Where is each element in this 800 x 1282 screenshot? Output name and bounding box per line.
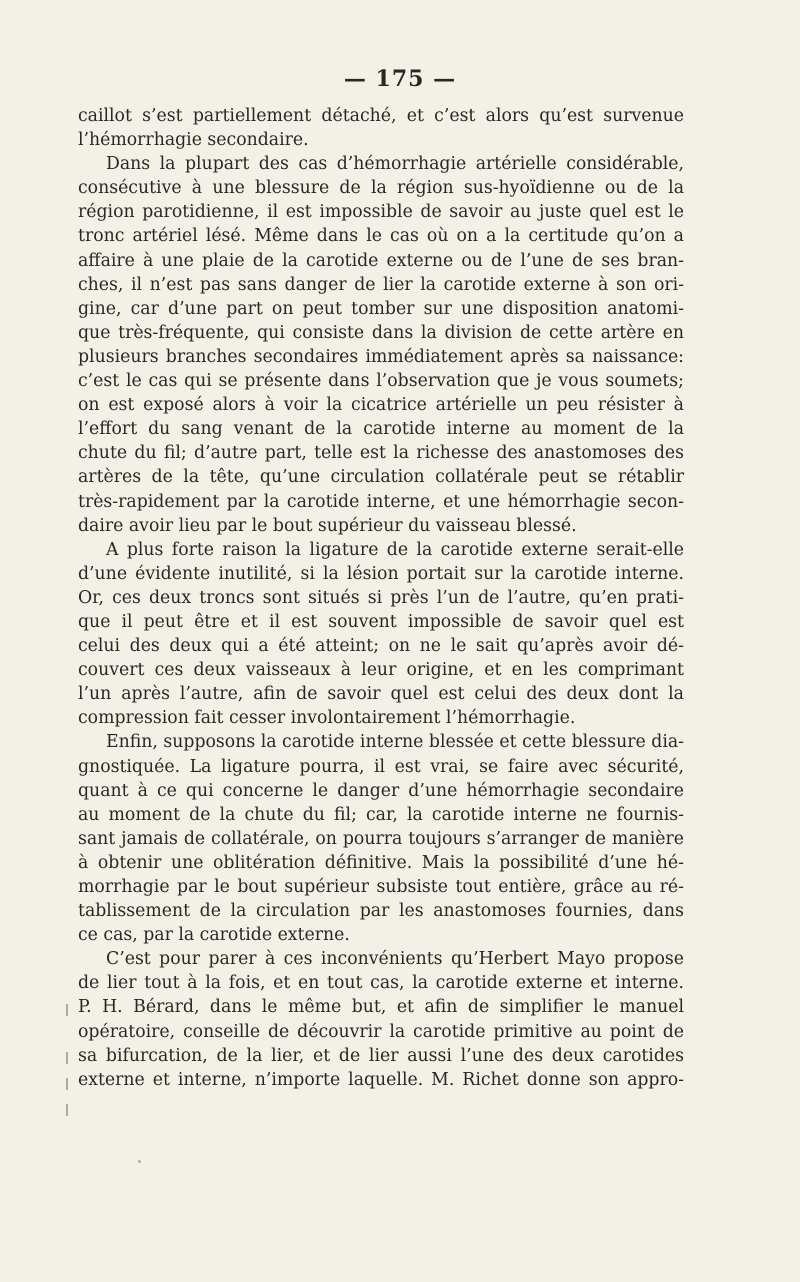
- text-line: tablissement de la circulation par les anastomoses fournies, dans: [78, 901, 684, 922]
- margin-mark: [66, 1104, 68, 1116]
- text-line: d’une évidente inutilité, si la lésion portait sur la carotide interne.: [78, 563, 684, 584]
- text-line: chute du fil; d’autre part, telle est la richesse des anastomoses des: [78, 443, 684, 464]
- text-line: sant jamais de collatérale, on pourra toujours s’arranger de manière: [78, 828, 684, 849]
- text-line: opératoire, conseille de découvrir la carotide primitive au point de: [78, 1021, 684, 1042]
- text-line: très-rapidement par la carotide interne, et une hémorrhagie secon-: [78, 491, 684, 512]
- text-line: gine, car d’une part on peut tomber sur une disposition anatomi-: [78, 298, 684, 319]
- text-line: Enfin, supposons la carotide interne blessée et cette blessure dia-: [106, 732, 684, 753]
- margin-mark: [66, 1078, 68, 1090]
- text-line: on est exposé alors à voir la cicatrice artérielle un peu résister à: [78, 395, 684, 416]
- text-line: gnostiquée. La ligature pourra, il est vrai, se faire avec sécurité,: [78, 756, 684, 777]
- text-line: au moment de la chute du fil; car, la carotide interne ne fournis-: [78, 804, 684, 825]
- text-line: artères de la tête, qu’une circulation collatérale peut se rétablir: [78, 467, 684, 488]
- margin-mark: [66, 1004, 68, 1016]
- text-line: c’est le cas qui se présente dans l’observation que je vous soumets;: [78, 371, 684, 392]
- text-line: daire avoir lieu par le bout supérieur du vaisseau blessé.: [78, 515, 577, 536]
- text-line: consécutive à une blessure de la région sus-hyoïdienne ou de la: [78, 178, 684, 199]
- text-line: ce cas, par la carotide externe.: [78, 925, 350, 946]
- text-line: morrhagie par le bout supérieur subsiste tout entière, grâce au ré-: [78, 877, 684, 897]
- text-line: tronc artériel lésé. Même dans le cas où on a la certitude qu’on a: [78, 226, 684, 247]
- text-line: affaire à une plaie de la carotide externe ou de l’une de ses bran-: [78, 250, 684, 271]
- text-line: Dans la plupart des cas d’hémorrhagie artérielle considérable,: [106, 154, 684, 175]
- text-line: couvert ces deux vaisseaux à leur origine, et en les comprimant: [78, 660, 684, 681]
- text-line: que il peut être et il est souvent impossible de savoir quel est: [78, 611, 684, 632]
- text-line: l’hémorrhagie secondaire.: [78, 130, 309, 151]
- text-line: celui des deux qui a été atteint; on ne le sait qu’après avoir dé-: [78, 636, 684, 657]
- text-line: P. H. Bérard, dans le même but, et afin de simplifier le manuel: [78, 997, 684, 1018]
- text-line: que très-fréquente, qui consiste dans la division de cette artère en: [78, 322, 684, 343]
- text-line: Or, ces deux troncs sont situés si près l’un de l’autre, qu’en prati-: [78, 587, 684, 608]
- text-line: compression fait cesser involontairement l’hémorrhagie.: [78, 708, 576, 729]
- text-line: l’effort du sang venant de la carotide interne au moment de la: [78, 419, 684, 440]
- body-text: [78, 104, 684, 1092]
- margin-mark: [66, 1052, 68, 1064]
- text-line: de lier tout à la fois, et en tout cas, la carotide externe et interne.: [78, 973, 684, 994]
- text-line: l’un après l’autre, afin de savoir quel est celui des deux dont la: [78, 684, 684, 705]
- text-line: à obtenir une oblitération définitive. Mais la possibilité d’une hé-: [78, 852, 684, 873]
- page-number: — 175 —: [343, 66, 457, 92]
- text-line: ches, il n’est pas sans danger de lier la carotide externe à son ori-: [78, 274, 684, 295]
- text-line: C’est pour parer à ces inconvénients qu’Herbert Mayo propose: [106, 949, 684, 970]
- text-line: plusieurs branches secondaires immédiatement après sa naissance:: [78, 346, 684, 367]
- text-line: région parotidienne, il est impossible de savoir au juste quel est le: [78, 202, 684, 223]
- paper-speck: [138, 1160, 141, 1163]
- text-line: externe et interne, n’importe laquelle. M. Richet donne son appro-: [78, 1069, 684, 1090]
- text-line: quant à ce qui concerne le danger d’une hémorrhagie secondaire: [78, 780, 684, 801]
- text-line: A plus forte raison la ligature de la carotide externe serait-elle: [106, 539, 684, 560]
- text-line: caillot s’est partiellement détaché, et c’est alors qu’est survenue: [78, 106, 684, 126]
- text-line: sa bifurcation, de la lier, et de lier aussi l’une des deux carotides: [78, 1045, 684, 1066]
